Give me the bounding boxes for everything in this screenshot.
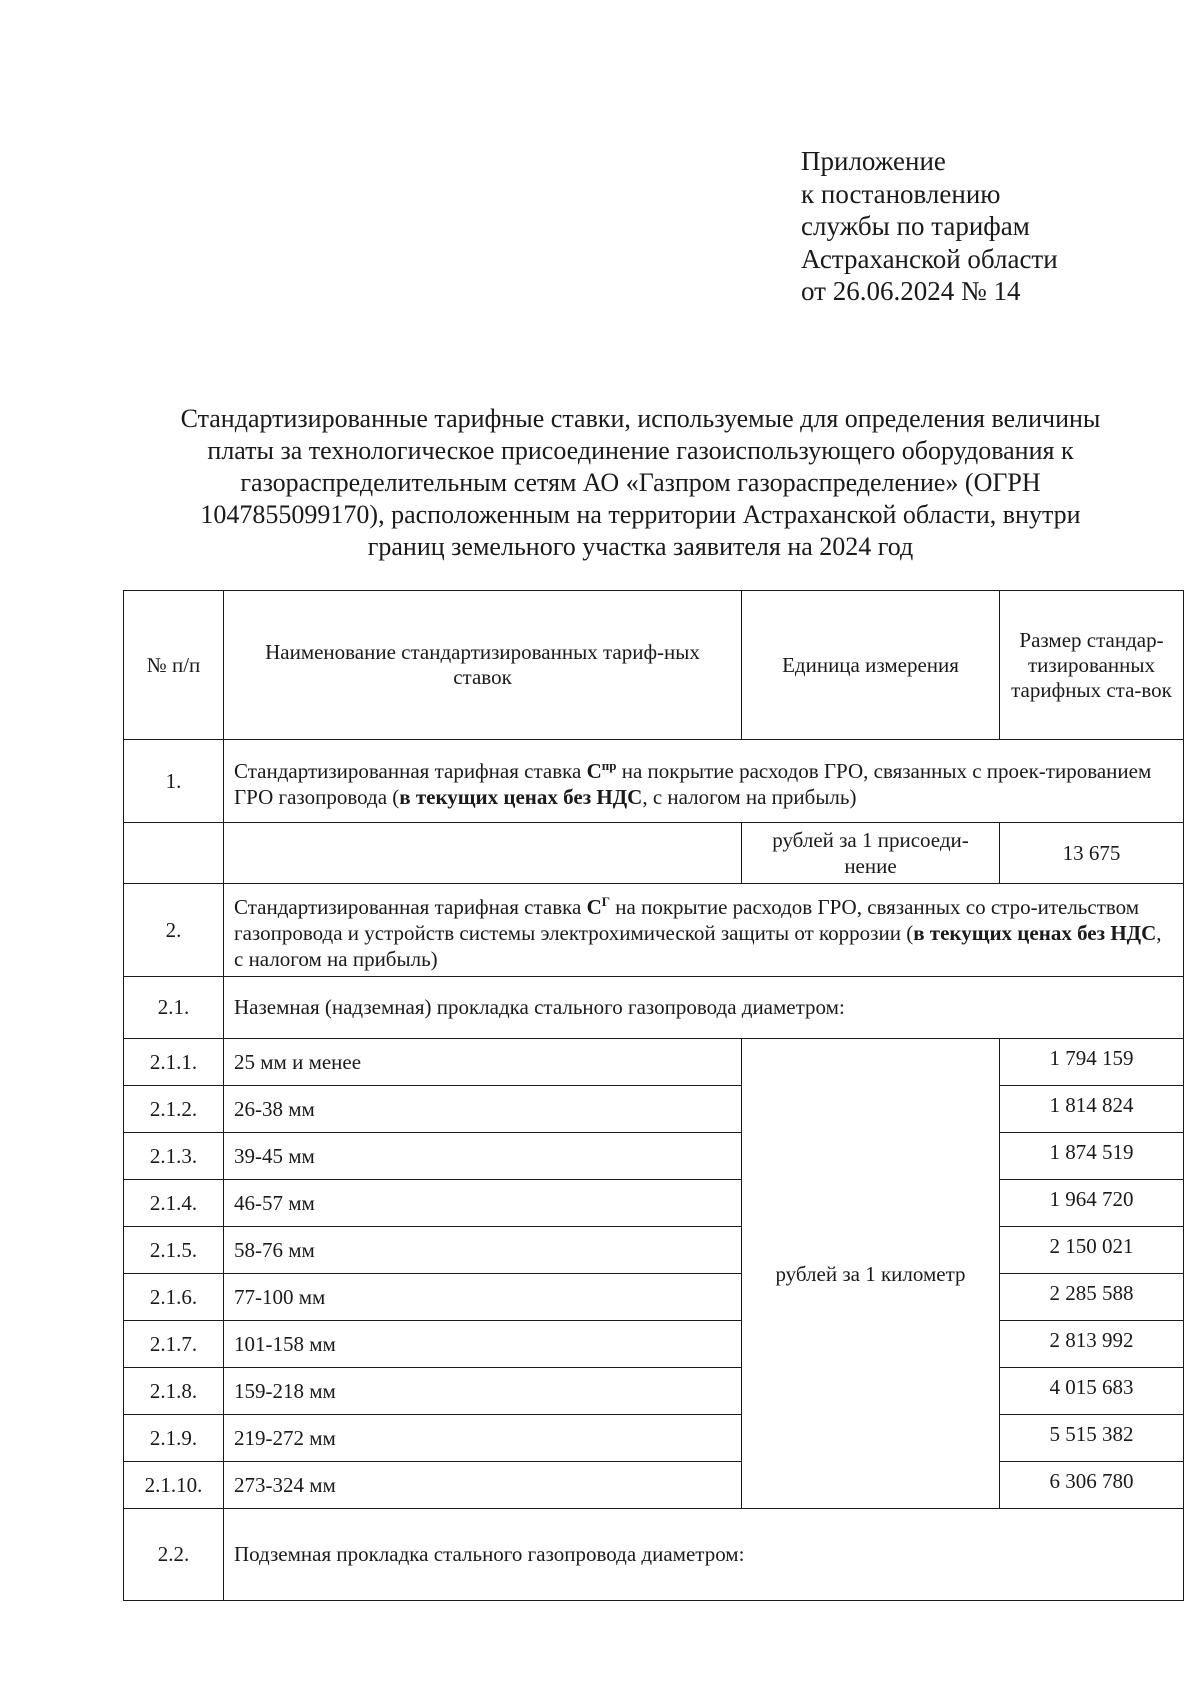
table-row [124,1321,1184,1368]
row-value: 2 150 021 [1000,1227,1184,1274]
document-title [118,403,1163,563]
table-row [124,1415,1184,1462]
title-line: 1047855099170), расположенным на территории Астраханской области, внутри [200,500,1081,529]
row-value: 1 874 519 [1000,1133,1184,1180]
section-bold-text: в текущих ценах без НДС [913,920,1157,945]
table-row [124,1274,1184,1321]
title-line: границ земельного участка заявителя на 2024 год [367,532,914,561]
section-text: на покрытие расходов ГРО, связанных с проек-тированием ГРО газопровода ( [234,758,1152,809]
subsection-row [124,1509,1184,1601]
header-size: Размер стандар-тизированных тарифных ста-вок [1000,591,1184,740]
row-num: 2.1.5. [124,1227,224,1274]
section-text: , с налогом на прибыль) [234,920,1162,971]
appendix-block [801,145,1058,308]
row-value: 2 285 588 [1000,1274,1184,1321]
row-num: 2.1.2. [124,1086,224,1133]
row-num: 2.1.6. [124,1274,224,1321]
unit-per-km: рублей за 1 километр [742,1039,1000,1509]
section-bold-text: в текущих ценах без НДС [399,784,643,809]
title-line: Стандартизированные тарифные ставки, используемые для определения величины [180,404,1101,433]
header-name: Наименование стандартизированных тариф-ных ставок [224,591,742,740]
section-text: на покрытие расходов ГРО, связанных со стро-ительством газопровода и устройств системы электрохимической защиты от коррозии ( [234,894,1140,945]
section-row [124,740,1184,823]
row-name: 58-76 мм [224,1227,742,1274]
table-row [124,1227,1184,1274]
subsection-text: Наземная (надземная) прокладка стального газопровода диаметром: [224,977,1184,1039]
table-row [124,1180,1184,1227]
row-name: 26-38 мм [224,1086,742,1133]
row-value: 6 306 780 [1000,1462,1184,1509]
row-num: 2.1.8. [124,1368,224,1415]
row-num: 2.1.4. [124,1180,224,1227]
row-num: 2.1.9. [124,1415,224,1462]
title-line: платы за технологическое присоединение газоиспользующего оборудования к [207,436,1074,465]
row-value: 4 015 683 [1000,1368,1184,1415]
table-row [124,1039,1184,1086]
appendix-line: Астраханской области [801,243,1058,274]
row-num: 2.1.10. [124,1462,224,1509]
row-name: 25 мм и менее [224,1039,742,1086]
table-row [124,1368,1184,1415]
table-row [124,1086,1184,1133]
section-num: 1. [124,740,224,823]
section-text: Стандартизированная тарифная ставка [234,758,587,783]
appendix-line: от 26.06.2024 № 14 [801,276,1021,306]
row-value: 5 515 382 [1000,1415,1184,1462]
row-value: 13 675 [1000,823,1184,884]
rate-symbol: $С^Г$ [586,893,611,919]
row-unit: рублей за 1 присоеди-нение [742,823,1000,884]
row-name: 273-324 мм [224,1462,742,1509]
subsection-text: Подземная прокладка стального газопровода диаметром: [224,1509,1184,1601]
row-name: 39-45 мм [224,1133,742,1180]
appendix-line: службы по тарифам [801,211,1030,241]
title-line: газораспределительным сетям АО «Газпром газораспределение» (ОГРН [240,468,1041,497]
section-description [224,884,1184,977]
rate-symbol: $С^{пр}$ [586,757,617,783]
table-row [124,823,1184,884]
subsection-num: 2.2. [124,1509,224,1601]
row-num: 2.1.3. [124,1133,224,1180]
section-num: 2. [124,884,224,977]
row-value: 2 813 992 [1000,1321,1184,1368]
row-value: 1 794 159 [1000,1039,1184,1086]
table-row [124,1462,1184,1509]
row-name: 159-218 мм [224,1368,742,1415]
table-header-row [124,591,1184,740]
appendix-line: Приложение [801,146,946,176]
section-text: Стандартизированная тарифная ставка [234,894,587,919]
row-name [224,823,742,884]
row-name: 77-100 мм [224,1274,742,1321]
row-num: 2.1.1. [124,1039,224,1086]
row-num [124,823,224,884]
row-value: 1 964 720 [1000,1180,1184,1227]
header-unit: Единица измерения [742,591,1000,740]
row-name: 101-158 мм [224,1321,742,1368]
row-num: 2.1.7. [124,1321,224,1368]
section-text: , с налогом на прибыль) [642,784,857,809]
row-value: 1 814 824 [1000,1086,1184,1133]
row-name: 46-57 мм [224,1180,742,1227]
subsection-row [124,977,1184,1039]
tariff-rates-table [123,590,1184,1601]
table-row [124,1133,1184,1180]
header-num: № п/п [124,591,224,740]
row-name: 219-272 мм [224,1415,742,1462]
subsection-num: 2.1. [124,977,224,1039]
section-description [224,740,1184,823]
appendix-line: к постановлению [801,178,1001,209]
section-row [124,884,1184,977]
